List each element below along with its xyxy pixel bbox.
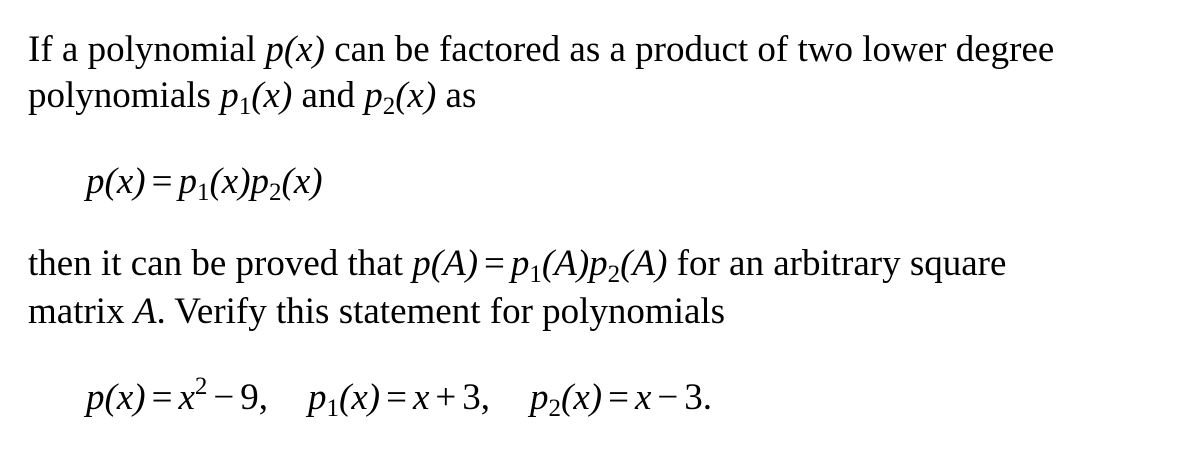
math-x: x [178,377,195,418]
equation2-term1 [86,373,269,418]
subscript: 1 [326,395,340,422]
math-arg: (x) [561,377,603,418]
constant: 3. [684,377,713,418]
math-arg: (x) [251,75,293,116]
text-segment: and [292,75,365,116]
minus-sign: − [213,377,235,418]
math-arg: (x) [104,161,146,202]
text-segment: for an arbitrary square [667,243,1007,284]
superscript: 2 [194,373,208,400]
text-segment: . Verify this statement for polynomials [156,291,726,332]
equation-2 [86,373,713,422]
text-segment: If a polynomial [28,29,266,70]
equals-sign: = [484,243,505,284]
equation-1 [86,160,323,204]
math-x: x [412,377,430,418]
paragraph1-line2 [28,74,476,118]
math-p2: p [589,243,608,284]
text-segment: can be factored as a product of two lower degree [324,29,1055,70]
subscript: 2 [382,93,396,120]
math-arg: (x) [104,377,146,418]
math-p1: p [220,75,239,116]
math-arg: (A) [430,243,479,284]
text-segment: then it can be proved that [28,243,413,284]
math-p1: p [308,377,327,418]
math-A: A [133,291,157,332]
math-p2: p [250,161,270,202]
math-arg: (x) [209,161,251,202]
math-arg: (x) [281,161,323,202]
math-p2: p [530,377,549,418]
math-arg: (x) [395,75,437,116]
subscript: 1 [238,93,252,120]
constant: 9, [240,377,269,418]
text-segment: matrix [28,291,134,332]
math-arg: (A) [620,243,668,284]
subscript: 1 [196,179,210,206]
minus-sign: − [657,377,679,418]
equals-sign: = [608,377,629,418]
math-arg: (x) [339,377,381,418]
equation2-term3 [530,377,713,422]
constant: 3, [462,377,491,418]
subscript: 2 [607,261,621,288]
math-x: x [634,377,652,418]
equals-sign: = [151,377,173,418]
math-p: p [265,29,284,70]
text-segment: as [436,75,477,116]
math-p: p [86,161,105,202]
math-p: p [412,243,431,284]
math-p1: p [178,161,197,202]
plus-sign: + [435,377,457,418]
paragraph1-line1 [28,28,1054,72]
subscript: 2 [548,395,562,422]
math-p2: p [364,75,383,116]
equation2-term2 [308,377,491,422]
math-p1: p [510,243,530,284]
math-arg: (A) [541,243,590,284]
math-p: p [86,377,105,418]
math-arg: (x) [283,29,325,70]
subscript: 2 [269,179,282,206]
equals-sign: = [386,377,407,418]
equals-sign: = [151,161,173,202]
paragraph2-line2 [28,290,725,334]
paragraph2-line1 [28,242,1006,286]
text-segment: polynomials [28,75,221,116]
subscript: 1 [529,261,542,288]
